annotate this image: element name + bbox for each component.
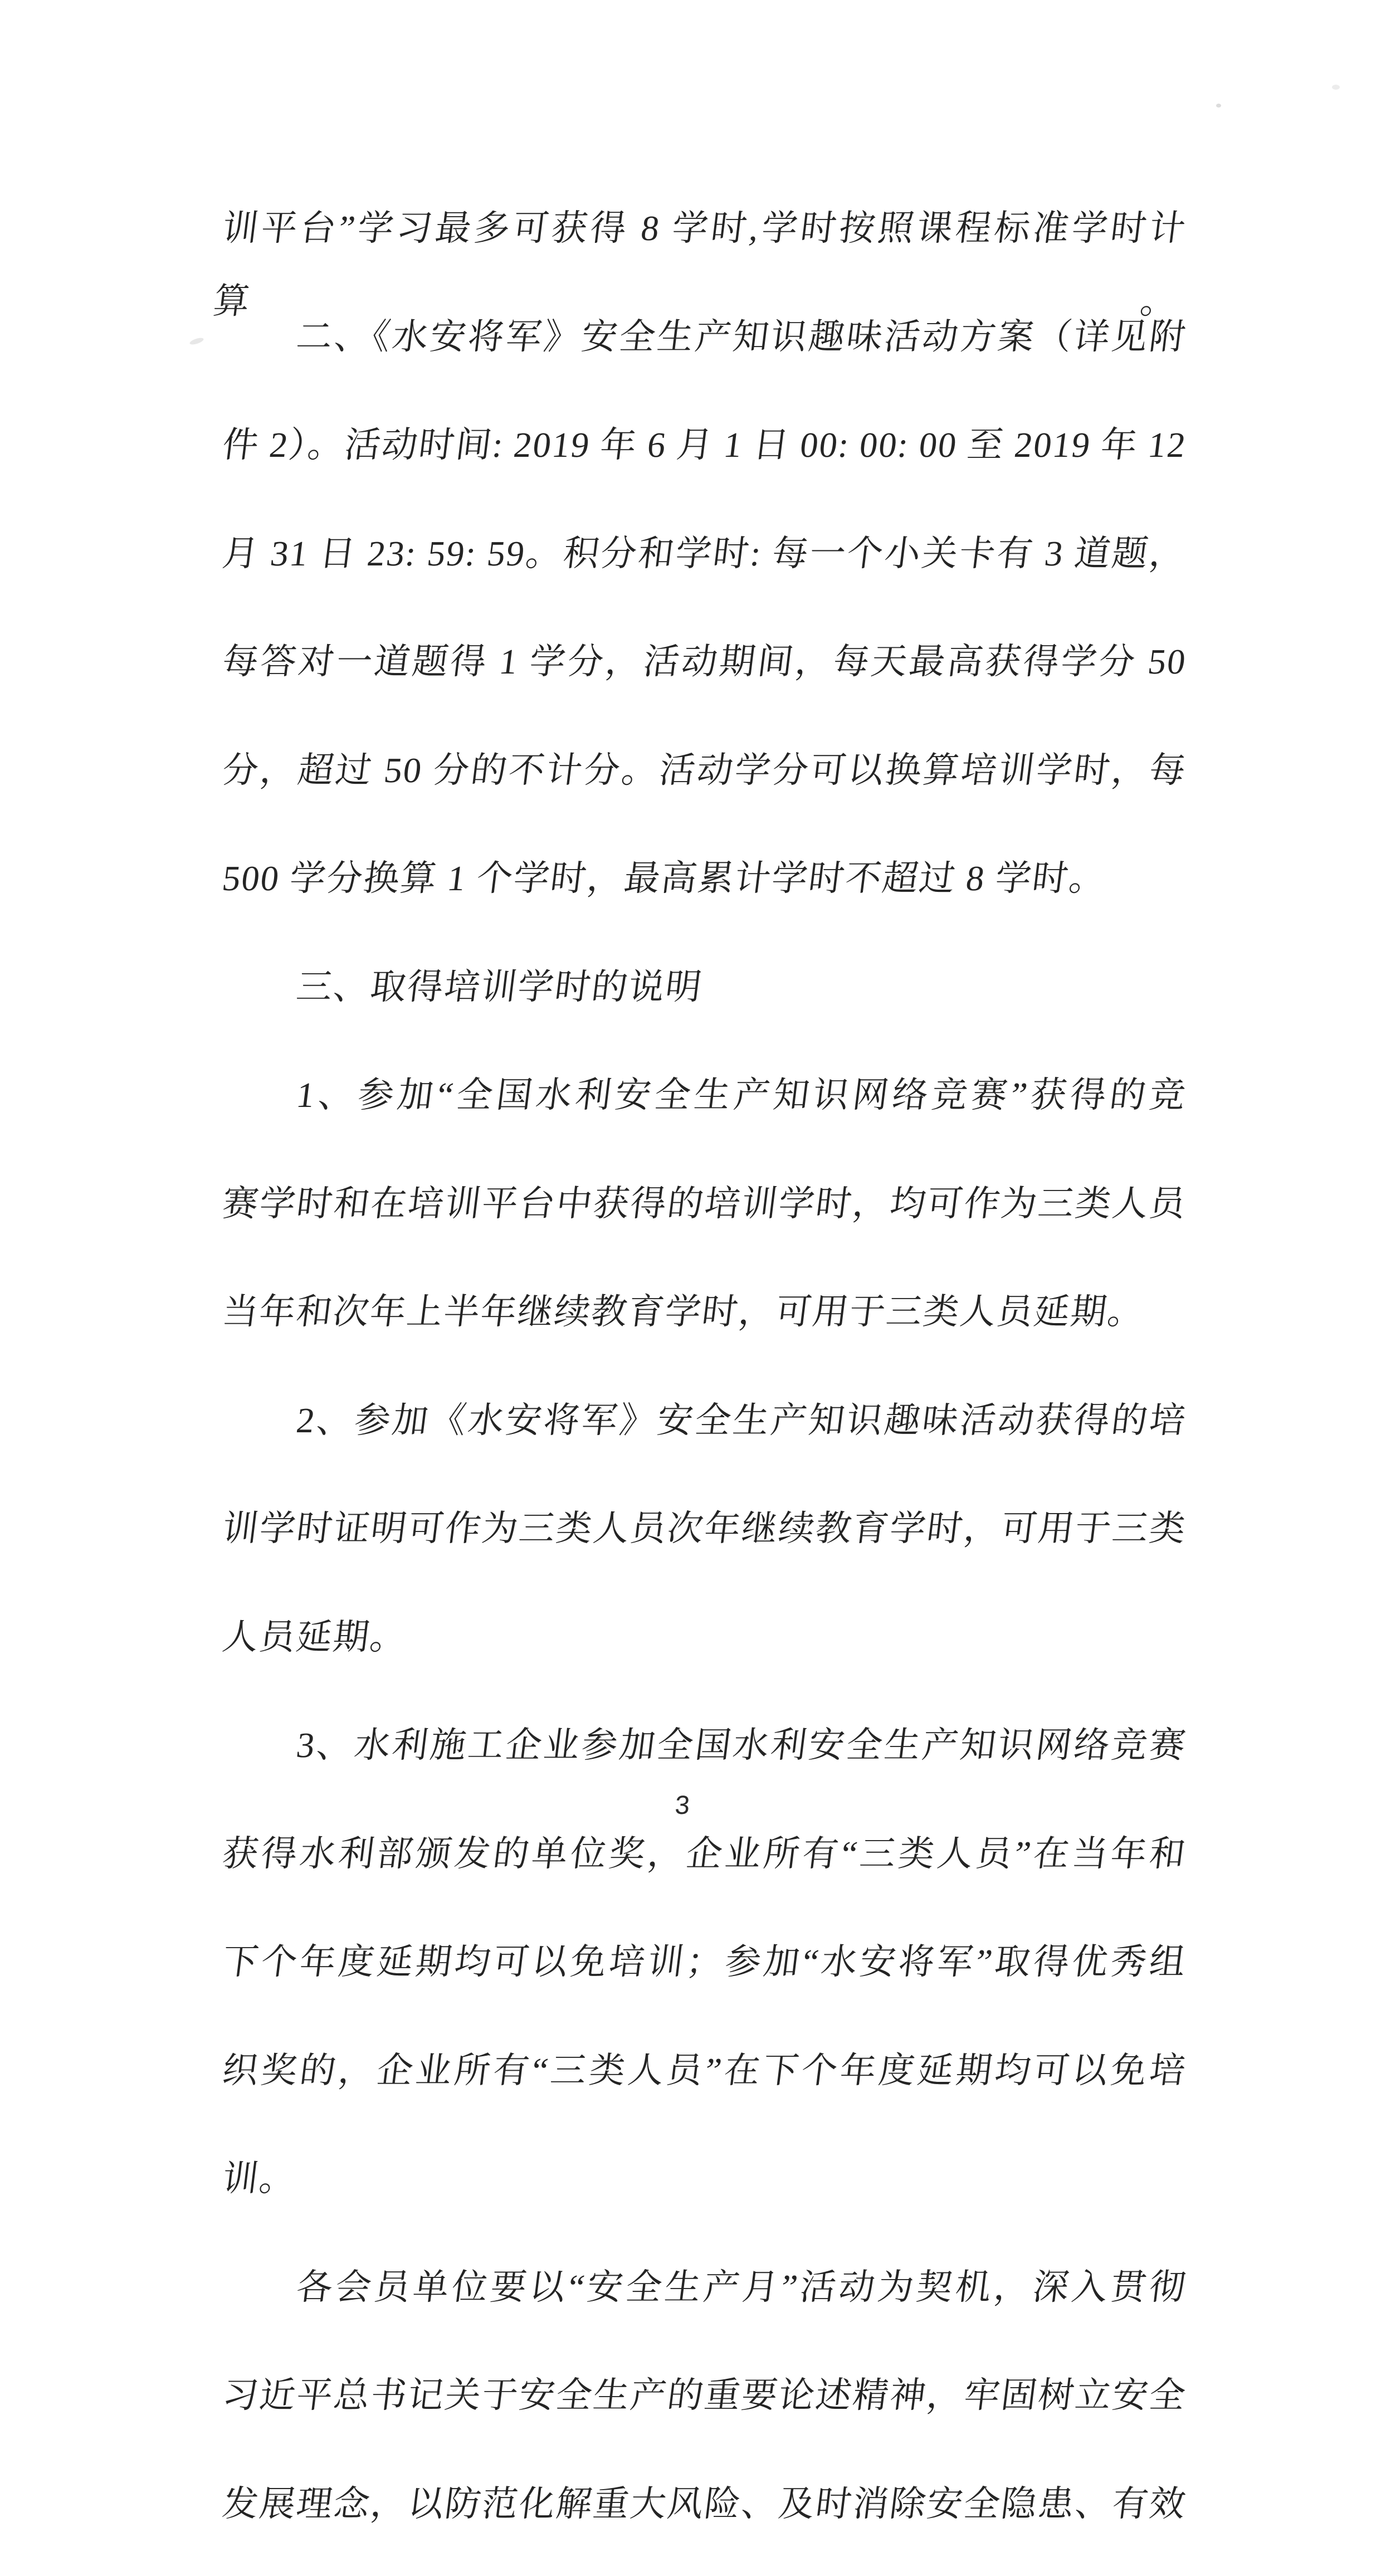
text-line: 1、参加“全国水利安全生产知识网络竞赛”获得的竞 (294, 1075, 1189, 1115)
scan-artifact (189, 336, 204, 346)
text-line: 习近平总书记关于安全生产的重要论述精神，牢固树立安全 (220, 2375, 1189, 2415)
text-line: 2、参加《水安将军》安全生产知识趣味活动获得的培 (294, 1400, 1189, 1440)
text-line: 训。 (220, 2159, 299, 2198)
text-line: 人员延期。 (220, 1617, 410, 1657)
text-line: 训学时证明可作为三类人员次年继续教育学时，可用于三类 (220, 1509, 1189, 1548)
text-line: 件 2）。活动时间: 2019 年 6 月 1 日 00: 00: 00 至 2019 年 12 (220, 425, 1189, 465)
scan-artifact (1332, 85, 1340, 90)
text-line: 每答对一道题得 1 学分，活动期间，每天最高获得学分 50 (220, 642, 1189, 681)
page-number: 3 (674, 1790, 691, 1819)
text-line: 当年和次年上半年继续教育学时，可用于三类人员延期。 (220, 1292, 1148, 1331)
document-body (211, 157, 1189, 2576)
text-line: 3、水利施工企业参加全国水利安全生产知识网络竞赛 (294, 1725, 1189, 1765)
text-line: 二、《水安将军》安全生产知识趣味活动方案（详见附 (294, 316, 1189, 357)
text-line: 各会员单位要以“安全生产月”活动为契机，深入贯彻 (294, 2267, 1189, 2307)
text-line: 分，超过 50 分的不计分。活动学分可以换算培训学时，每 (220, 750, 1189, 790)
text-line section-heading: 三、取得培训学时的说明 (294, 967, 705, 1007)
scan-artifact (1216, 104, 1221, 108)
text-line: 获得水利部颁发的单位奖，企业所有“三类人员”在当年和 (220, 1833, 1189, 1874)
text-line: 500 学分换算 1 个学时，最高累计学时不超过 8 学时。 (220, 858, 1109, 898)
text-line: 下个年度延期均可以免培训；参加“水安将军”取得优秀组 (220, 1942, 1189, 1982)
text-line: 赛学时和在培训平台中获得的培训学时，均可作为三类人员 (220, 1183, 1189, 1223)
text-line: 织奖的，企业所有“三类人员”在下个年度延期均可以免培 (220, 2050, 1189, 2090)
text-line: 月 31 日 23: 59: 59。积分和学时: 每一个小关卡有 3 道题， (220, 533, 1189, 573)
text-line: 训平台”学习最多可获得 8 学时,学时按照课程标准学时计算。 (211, 208, 1189, 321)
text-line: 发展理念，以防范化解重大风险、及时消除安全隐患、有效 (220, 2484, 1189, 2524)
